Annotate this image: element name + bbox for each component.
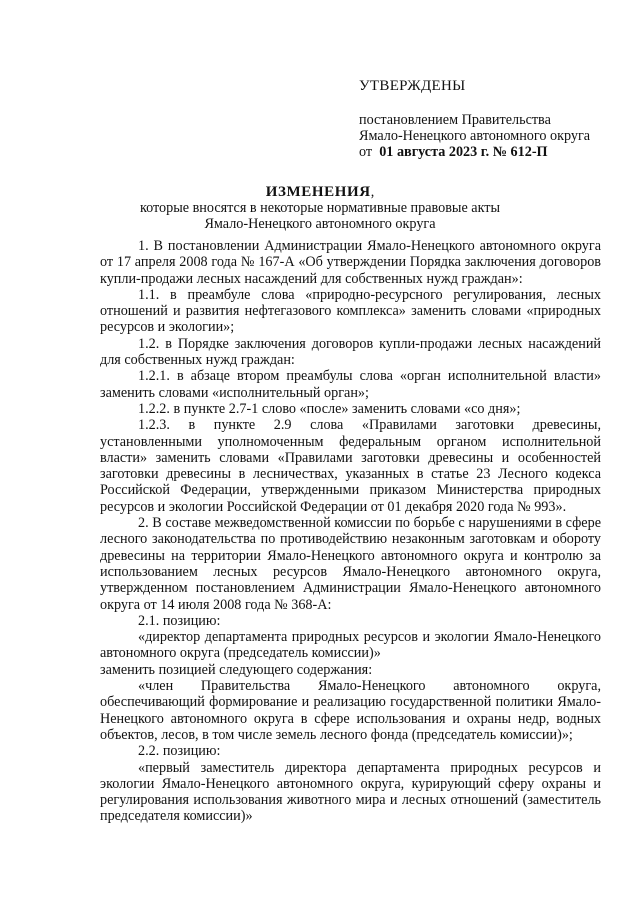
document-title-suffix: , [370, 184, 375, 200]
approval-date-line [359, 144, 590, 160]
paragraph-1-2: 1.2. в Порядке заключения договоров купли-продажи лесных насаждений для собственных нужд граждан: [100, 335, 601, 369]
document-subtitle-line-1: которые вносятся в некоторые нормативные правовые акты [139, 200, 501, 216]
paragraph-1: 1. В постановлении Администрации Ямало-Ненецкого автономного округа от 17 апреля 2008 года № 167-А «Об утверждении Порядка заключения договоров купли-продажи лесных насаждений для собственных нужд граждан»: [100, 238, 601, 287]
approval-date: 01 августа 2023 г. № 612-П [379, 144, 548, 160]
paragraph-2: 2. В составе межведомственной комиссии по борьбе с нарушениями в сфере лесного законодательства по противодействию незаконным заготовкам и обороту древесины на территории Ямало-Ненецкого автономного округа и контролю за использованием лесных ресурсов Ямало-Ненецкого автономного округа, утвержденном постановлением Администрации Ямало-Ненецкого автономного округа от 14 июля 2008 года № 368-А: [100, 515, 601, 613]
approval-stamp-title: УТВЕРЖДЕНЫ [359, 78, 466, 94]
paragraph-2-2: 2.2. позицию: [138, 743, 221, 760]
quoted-position-new: «член Правительства Ямало-Ненецкого автономного округа, обеспечивающий формирование и реализацию государственной политики Ямало-Ненецкого автономного округа в сфере использования и охраны недр, водных объектов, лесов, в том числе земель лесного фонда (председатель комиссии)»; [100, 678, 601, 743]
paragraph-1-1: 1.1. в преамбуле слова «природно-ресурсного регулирования, лесных отношений и развития нефтегазового комплекса» заменить словами «природных ресурсов и экологии»; [100, 286, 601, 336]
approval-line-2: Ямало-Ненецкого автономного округа [359, 128, 591, 144]
paragraph-1-2-2: 1.2.2. в пункте 2.7-1 слово «после» заменить словами «со дня»; [138, 400, 521, 417]
approval-line-1: постановлением Правительства [359, 112, 551, 128]
document-body [100, 238, 601, 825]
quoted-position-old: «директор департамента природных ресурсов и экологии Ямало-Ненецкого автономного округа (председатель комиссии)» [100, 629, 601, 662]
paragraph-1-2-1: 1.2.1. в абзаце втором преамбулы слова «орган исполнительной власти» заменить словами «исполнительный орган»; [100, 368, 601, 401]
quoted-position-deputy: «первый заместитель директора департамента природных ресурсов и экологии Ямало-Ненецкого автономного округа, курирующий сферу охраны и регулирования использования животного мира и лесных отношений (заместитель председателя комиссии)» [100, 759, 601, 825]
approval-date-prefix: от [359, 144, 373, 160]
paragraph-1-2-3: 1.2.3. в пункте 2.9 слова «Правилами заготовки древесины, установленными уполномоченным федеральным органом исполнительной власти» заменить словами «Правилами заготовки древесины и особенностей заготовки древесины в лесничествах, указанных в статье 23 Лесного кодекса Российской Федерации, утвержденными приказом Министерства природных ресурсов и экологии Российской Федерации от 01 декабря 2020 года № 993». [100, 417, 601, 515]
paragraph-2-1: 2.1. позицию: [138, 612, 221, 629]
document-heading [0, 184, 640, 232]
replace-instruction: заменить позицией следующего содержания: [100, 661, 373, 678]
approval-block [359, 112, 590, 160]
document-subtitle-line-2: Ямало-Ненецкого автономного округа [204, 216, 436, 232]
document-title: ИЗМЕНЕНИЯ [265, 184, 371, 200]
